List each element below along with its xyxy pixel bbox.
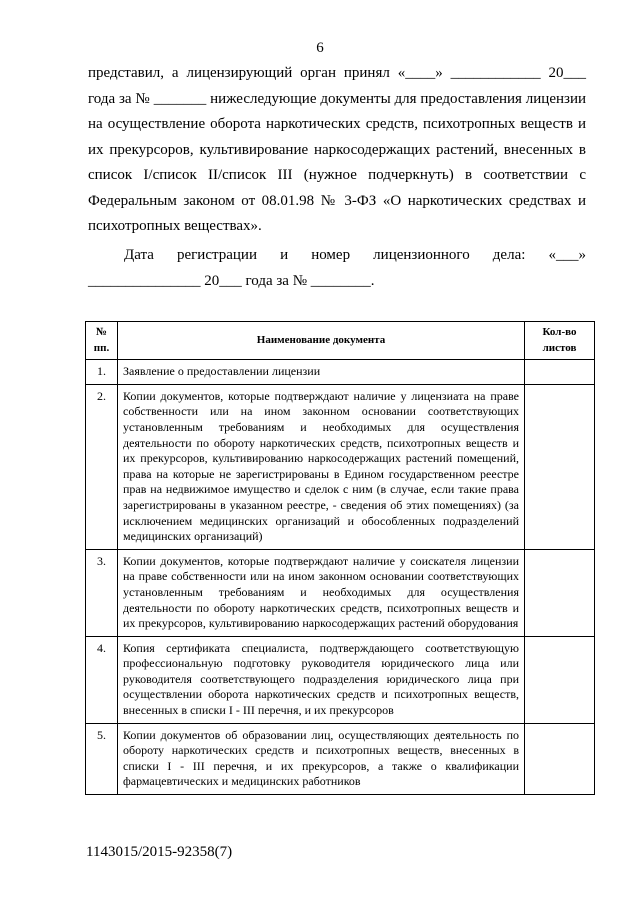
- row-sheet-count: [525, 360, 595, 385]
- row-sheet-count: [525, 636, 595, 723]
- header-num: № пп.: [86, 322, 118, 360]
- header-name: Наименование документа: [118, 322, 525, 360]
- registration-text: Дата регистрации и номер лицензионного дела: «___» _______________ 20___ года за № ________.: [88, 247, 586, 289]
- header-qty: Кол-во листов: [525, 322, 595, 360]
- table-row: [86, 636, 595, 723]
- row-num: 2.: [86, 384, 118, 549]
- table-row: [86, 384, 595, 549]
- row-sheet-count: [525, 723, 595, 794]
- table-row: [86, 723, 595, 794]
- row-num: 1.: [86, 360, 118, 385]
- row-document-name: Копии документов, которые подтверждают наличие у соискателя лицензии на праве собственности или на ином законном основании соответствующих установленным требованиям и необходимых для осуществления деятельности по обороту наркотических средств, психотропных веществ и их прекурсоров, культивированию наркосодержащих растений оборудования: [118, 549, 525, 636]
- intro-paragraph: представил, а лицензирующий орган принял «____» ____________ 20___ года за № _______ нижеследующие документы для предоставления лицензии на осуществление оборота наркотических средств, психотропных веществ и их прекурсоров, культивирование наркосодержащих растений, внесенных в список I/список II/список III (нужное подчеркнуть) в соответствии с Федеральным законом от 08.01.98 № 3-ФЗ «О наркотических средствах и психотропных веществах».: [88, 65, 586, 234]
- footer-document-code: 1143015/2015-92358(7): [86, 844, 233, 860]
- row-document-name: Копии документов, которые подтверждают наличие у лицензиата на праве собственности или на ином законном основании соответствующих установленным требованиям и необходимых для осуществления деятельности по обороту наркотических средств, психотропных веществ и их прекурсоров, культивированию наркосодержащих растений помещений, права на которые не зарегистрированы в Едином государственном реестре прав на недвижимое имущество и сделок с ним (в случае, если такие права зарегистрированы в указанном реестре, - сведения об этих помещениях) (за исключением медицинских организаций и обособленных подразделений медицинских организаций): [118, 384, 525, 549]
- row-document-name: Копия сертификата специалиста, подтверждающего соответствующую профессиональную подготовку руководителя юридического лица или руководителя соответствующего подразделения юридического лица при осуществлении оборота наркотических средств и психотропных веществ, внесенных в списки I - III перечня, и их прекурсоров: [118, 636, 525, 723]
- row-num: 5.: [86, 723, 118, 794]
- registration-paragraph: [88, 243, 586, 294]
- table-header-row: [86, 322, 595, 360]
- row-sheet-count: [525, 549, 595, 636]
- row-sheet-count: [525, 384, 595, 549]
- row-document-name: Заявление о предоставлении лицензии: [118, 360, 525, 385]
- documents-table: [85, 321, 595, 795]
- table-row: [86, 360, 595, 385]
- page-number: 6: [316, 40, 324, 56]
- table-row: [86, 549, 595, 636]
- row-document-name: Копии документов об образовании лиц, осуществляющих деятельность по обороту наркотических средств и психотропных веществ, внесенных в списки I - III перечня, и их прекурсоров, а также о квалификации фармацевтических и медицинских работников: [118, 723, 525, 794]
- row-num: 4.: [86, 636, 118, 723]
- row-num: 3.: [86, 549, 118, 636]
